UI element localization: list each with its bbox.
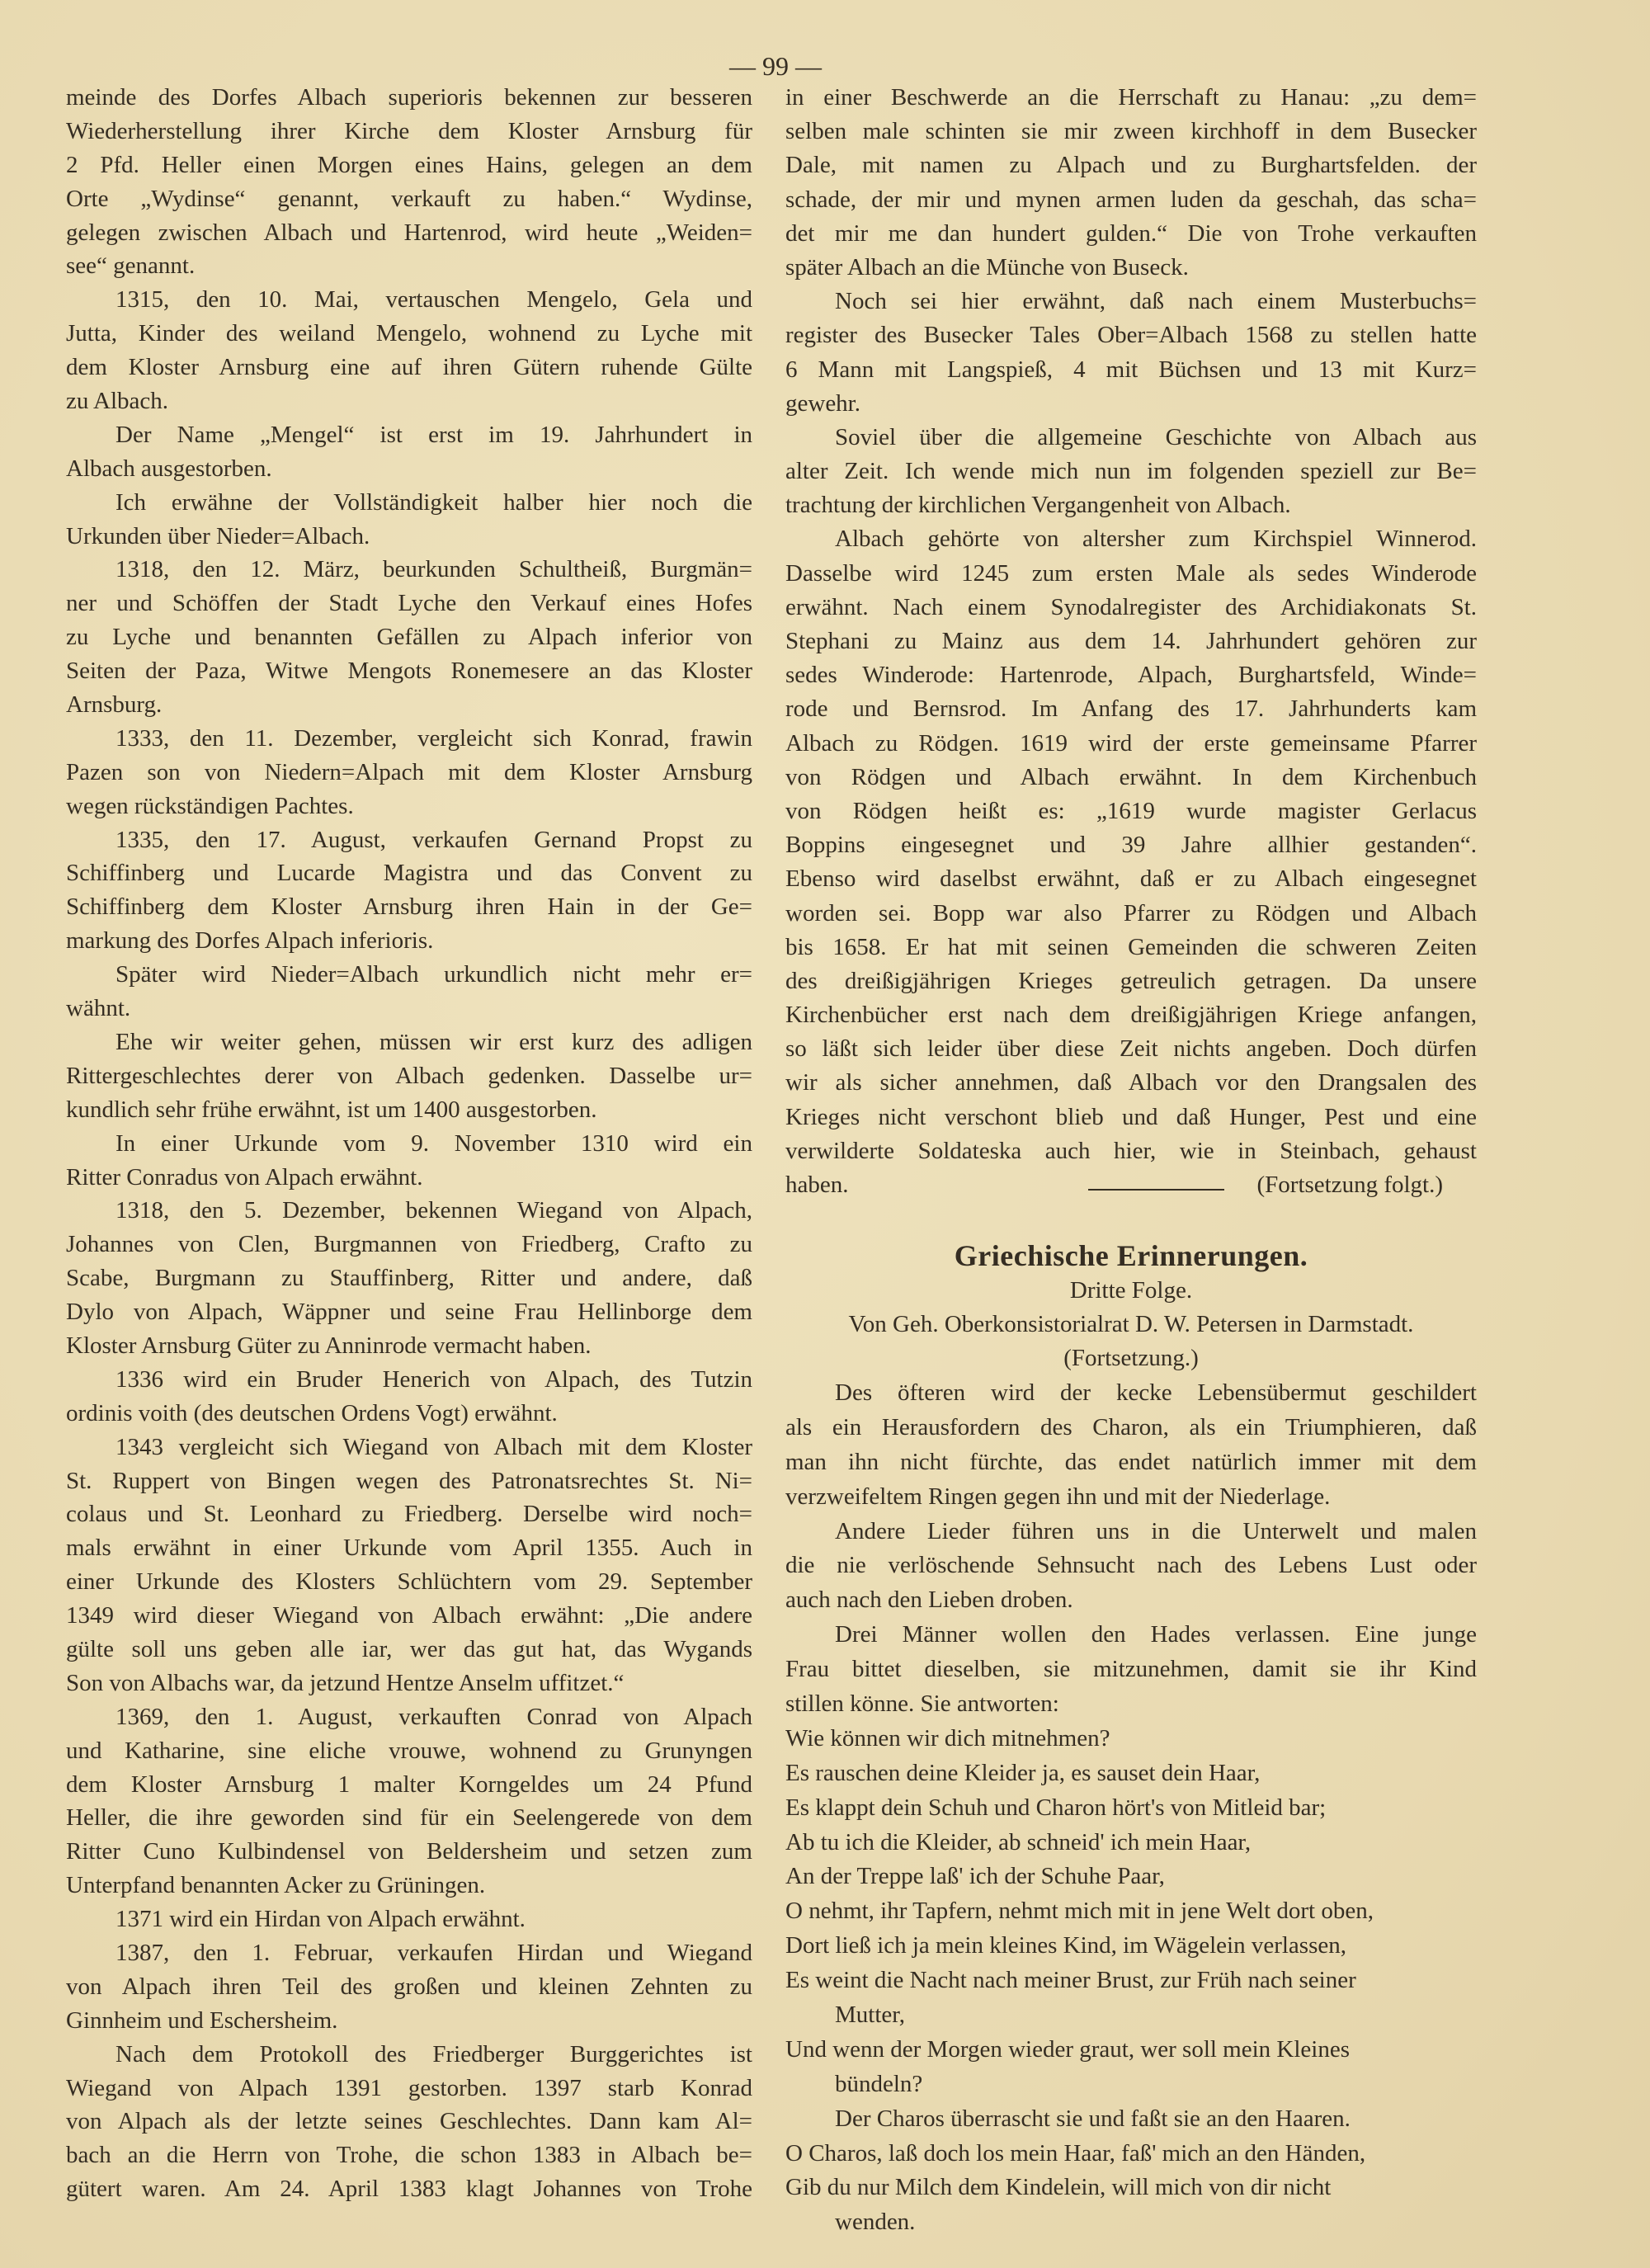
verse-line: An der Treppe laß' ich der Schuhe Paar, xyxy=(785,1863,1165,1890)
text-line: mals erwähnt in einer Urkunde vom April 1355. Auch in xyxy=(66,1535,752,1562)
text-line: 1333, den 11. Dezember, vergleicht sich Konrad, frawin xyxy=(116,724,752,752)
text-line: 1349 wird dieser Wiegand von Albach erwähnt: „Die andere xyxy=(66,1602,752,1629)
text-line: schade, der mir und mynen armen luden da geschah, das scha= xyxy=(785,186,1477,213)
text-line: 1343 vergleicht sich Wiegand von Albach mit dem Kloster xyxy=(116,1433,752,1460)
text-line: gelegen zwischen Albach und Hartenrod, wird heute „Weiden= xyxy=(66,219,752,246)
text-line: man ihn nicht fürchte, das endet natürlich immer mit dem xyxy=(785,1448,1477,1475)
text-line: 1318, den 12. März, beurkunden Schultheiß, Burgmän= xyxy=(116,556,752,583)
text-line: Krieges nicht verschont blieb und daß Hunger, Pest und eine xyxy=(785,1103,1477,1130)
continuation-note: (Fortsetzung folgt.) xyxy=(1256,1172,1444,1198)
text-line: Albach gehörte von altersher zum Kirchspiel Winnerod. xyxy=(835,526,1477,553)
text-line: Dale, mit namen zu Alpach und zu Burghartsfelden. der xyxy=(785,152,1477,179)
text-line: Noch sei hier erwähnt, daß nach einem Musterbuchs= xyxy=(835,288,1477,315)
text-line: Arnsburg. xyxy=(66,691,163,719)
text-line: Pazen son von Niedern=Alpach mit dem Kloster Arnsburg xyxy=(66,758,752,785)
text-line: einer Urkunde des Klosters Schlüchtern vom 29. September xyxy=(66,1568,752,1596)
text-line: rode und Bernsrod. Im Anfang des 17. Jahrhunderts kam xyxy=(785,695,1477,723)
text-line: von Alpach als der letzte seines Geschlechtes. Dann kam Al= xyxy=(66,2108,752,2135)
text-line: register des Busecker Tales Ober=Albach 1568 zu stellen hatte xyxy=(785,322,1477,349)
text-line: alter Zeit. Ich wende mich nun im folgenden speziell zur Be= xyxy=(785,458,1477,485)
text-line: auch nach den Lieben droben. xyxy=(785,1587,1073,1614)
text-line: Ich erwähne der Vollständigkeit halber hier noch die xyxy=(116,488,752,516)
text-line: 1371 wird ein Hirdan von Alpach erwähnt. xyxy=(116,1906,526,1933)
verse-line: Gib du nur Milch dem Kindelein, will mich von dir nicht xyxy=(785,2174,1332,2201)
left-column xyxy=(66,81,752,2206)
text-line: von Rödgen und Albach erwähnt. In dem Kirchenbuch xyxy=(785,763,1477,790)
text-line: Heller, die ihre geworden sind für ein Seelengerede von dem xyxy=(66,1804,752,1832)
text-line: wir als sicher annehmen, daß Albach vor den Drangsalen des xyxy=(785,1069,1477,1096)
text-line: ner und Schöffen der Stadt Lyche den Verkauf eines Hofes xyxy=(66,590,752,617)
text-line: see“ genannt. xyxy=(66,252,196,280)
text-line: selben male schinten sie mir zween kirchhoff in dem Busecker xyxy=(785,118,1477,145)
text-line: zu Lyche und benannten Gefällen zu Alpach inferior von xyxy=(66,624,752,651)
verse-line: Es weint die Nacht nach meiner Brust, zur Früh nach seiner xyxy=(785,1967,1356,1994)
article-title: Griechische Erinnerungen. xyxy=(954,1239,1308,1272)
text-line: gütert waren. Am 24. April 1383 klagt Johannes von Trohe xyxy=(66,2176,752,2203)
text-line: verwilderte Soldateska auch hier, wie in Steinbach, gehaust xyxy=(785,1137,1477,1164)
text-line: Scabe, Burgmann zu Stauffinberg, Ritter und andere, daß xyxy=(66,1265,752,1292)
text-line: dem Kloster Arnsburg 1 malter Korngeldes um 24 Pfund xyxy=(66,1771,752,1798)
article-note: (Fortsetzung.) xyxy=(1063,1345,1199,1371)
text-line: in einer Beschwerde an die Herrschaft zu Hanau: „zu dem= xyxy=(785,84,1477,111)
text-line: als ein Herausfordern des Charon, als ein Triumphieren, daß xyxy=(785,1413,1477,1440)
text-line: Schiffinberg dem Kloster Arnsburg ihren Hain in der Ge= xyxy=(66,894,752,921)
text-line: 1315, den 10. Mai, vertauschen Mengelo, Gela und xyxy=(116,286,752,314)
text-line: von Rödgen heißt es: „1619 wurde magister Gerlacus xyxy=(785,797,1477,824)
verse-line: Wie können wir dich mitnehmen? xyxy=(785,1724,1110,1752)
verse-line: wenden. xyxy=(835,2209,916,2236)
text-line: und Katharine, sine eliche vrouwe, wohnend zu Grunyngen xyxy=(66,1737,752,1764)
text-line: sedes Winderode: Hartenrode, Alpach, Burghartsfeld, Winde= xyxy=(785,662,1477,689)
text-line: Soviel über die allgemeine Geschichte von Albach aus xyxy=(835,423,1477,450)
text-line: markung des Dorfes Alpach inferioris. xyxy=(66,927,434,955)
text-line: Andere Lieder führen uns in die Unterwelt und malen xyxy=(835,1517,1477,1544)
right-column-lines xyxy=(785,81,1477,1168)
verse-line: Mutter, xyxy=(835,2002,906,2029)
text-line: Seiten der Paza, Witwe Mengots Ronemesere an das Kloster xyxy=(66,658,752,685)
text-line: 6 Mann mit Langspieß, 4 mit Büchsen und 13 mit Kurz= xyxy=(785,356,1477,383)
text-line: Urkunden über Nieder=Albach. xyxy=(66,522,370,549)
verse-line: Dort ließ ich ja mein kleines Kind, im Wägelein verlassen, xyxy=(785,1932,1346,1959)
text-line: dem Kloster Arnsburg eine auf ihren Gütern ruhende Gülte xyxy=(66,354,752,381)
text-line: 1369, den 1. August, verkauften Conrad von Alpach xyxy=(116,1703,752,1730)
text-line: Kloster Arnsburg Güter zu Anninrode vermacht haben. xyxy=(66,1332,592,1359)
text-line: so läßt sich leider über diese Zeit nichts angeben. Doch dürfen xyxy=(785,1035,1477,1063)
text-line: Jutta, Kinder des weiland Mengelo, wohnend zu Lyche mit xyxy=(66,320,752,347)
page-number: — 99 — xyxy=(729,51,822,81)
text-line: Ritter Conradus von Alpach erwähnt. xyxy=(66,1163,423,1191)
text-line: kundlich sehr frühe erwähnt, ist um 1400 ausgestorben. xyxy=(66,1096,597,1123)
text-line: St. Ruppert von Bingen wegen des Patronatsrechtes St. Ni= xyxy=(66,1467,752,1494)
text-line: Drei Männer wollen den Hades verlassen. Eine junge xyxy=(835,1621,1477,1648)
text-line: bis 1658. Er hat mit seinen Gemeinden die schweren Zeiten xyxy=(785,933,1477,960)
text-line: später Albach an die Münche von Buseck. xyxy=(785,253,1189,281)
text-line: 1387, den 1. Februar, verkaufen Hirdan und Wiegand xyxy=(116,1939,752,1966)
text-line: Ritter Cuno Kulbindensel von Beldersheim und setzen zum xyxy=(66,1838,752,1865)
article-subtitle: Dritte Folge. xyxy=(1069,1277,1193,1304)
text-line: die nie verlöschende Sehnsucht nach des Lebens Lust oder xyxy=(785,1552,1477,1579)
text-line: Albach ausgestorben. xyxy=(66,455,272,482)
text-line: Schiffinberg und Lucarde Magistra und das Convent zu xyxy=(66,860,752,887)
text-line: Des öfteren wird der kecke Lebensübermut geschildert xyxy=(835,1379,1477,1406)
text-line: Nach dem Protokoll des Friedberger Burggerichtes ist xyxy=(116,2040,752,2068)
text-line: Kirchenbücher erst nach dem dreißigjährigen Kriege anfangen, xyxy=(785,1002,1477,1029)
text-line: Dylo von Alpach, Wäppner und seine Frau Hellinborge dem xyxy=(66,1299,752,1326)
text-line: Son von Albachs war, da jetzund Hentze Anselm uffitzet.“ xyxy=(66,1669,625,1696)
text-line: Frau bittet dieselben, sie mitzunehmen, damit sie ihr Kind xyxy=(785,1656,1477,1683)
text-line: trachtung der kirchlichen Vergangenheit von Albach. xyxy=(785,492,1291,519)
article-author: Von Geh. Oberkonsistorialrat D. W. Petersen in Darmstadt. xyxy=(848,1311,1414,1337)
text-line: Ehe wir weiter gehen, müssen wir erst kurz des adligen xyxy=(116,1028,752,1055)
text-line: 1335, den 17. August, verkaufen Gernand Propst zu xyxy=(116,826,752,853)
text-line: Albach zu Rödgen. 1619 wird der erste gemeinsame Pfarrer xyxy=(785,729,1477,757)
text-line: worden sei. Bopp war also Pfarrer zu Rödgen und Albach xyxy=(785,899,1477,927)
text-line: gewehr. xyxy=(785,389,860,417)
text-line: 2 Pfd. Heller einen Morgen eines Hains, gelegen an dem xyxy=(66,151,752,178)
verse-line: Ab tu ich die Kleider, ab schneid' ich mein Haar, xyxy=(785,1828,1252,1855)
text-line: Wiegand von Alpach 1391 gestorben. 1397 starb Konrad xyxy=(66,2074,752,2101)
text-line: Der Name „Mengel“ ist erst im 19. Jahrhundert in xyxy=(116,421,752,448)
text-line: gülte soll uns geben alle iar, wer das gut hat, das Wygands xyxy=(66,1635,752,1662)
text-line: Johannes von Clen, Burgmannen von Friedberg, Crafto zu xyxy=(66,1231,752,1258)
text-line: Boppins eingesegnet und 39 Jahre allhier gestanden“. xyxy=(785,832,1477,859)
text-line: bach an die Herrn von Trohe, die schon 1383 in Albach be= xyxy=(66,2142,752,2169)
text-line: Ebenso wird daselbst erwähnt, daß er zu Albach eingesegnet xyxy=(785,865,1477,893)
section-divider xyxy=(1088,1189,1224,1191)
text-line: erwähnt. Nach einem Synodalregister des Archidiakonats St. xyxy=(785,593,1477,620)
verse-line: Und wenn der Morgen wieder graut, wer soll mein Kleines xyxy=(785,2035,1351,2063)
article-header xyxy=(785,1238,1477,1375)
verse-line: bündeln? xyxy=(835,2070,923,2097)
section-end-text: haben. xyxy=(785,1172,849,1198)
text-line: wähnt. xyxy=(66,995,131,1022)
text-line: Später wird Nieder=Albach urkundlich nicht mehr er= xyxy=(116,961,752,988)
verse-line: O nehmt, ihr Tapfern, nehmt mich mit in jene Welt dort oben, xyxy=(785,1898,1374,1925)
text-line: verzweifeltem Ringen gegen ihn und mit der Niederlage. xyxy=(785,1483,1331,1510)
text-line: In einer Urkunde vom 9. November 1310 wird ein xyxy=(116,1129,752,1157)
text-line: ordinis voith (des deutschen Ordens Vogt) erwähnt. xyxy=(66,1399,558,1426)
article-body xyxy=(785,1376,1477,2240)
text-line: Orte „Wydinse“ genannt, verkauft zu haben.“ Wydinse, xyxy=(66,185,752,212)
text-line: Unterpfand benannten Acker zu Grüningen. xyxy=(66,1872,486,1899)
verse-line: Es klappt dein Schuh und Charon hört's von Mitleid bar; xyxy=(785,1794,1327,1821)
text-line: von Alpach ihren Teil des großen und kleinen Zehnten zu xyxy=(66,1973,752,2000)
section-end-row xyxy=(785,1168,1477,1202)
text-line: colaus und St. Leonhard zu Friedberg. Derselbe wird noch= xyxy=(66,1501,752,1528)
verse-line: Es rauschen deine Kleider ja, es sauset dein Haar, xyxy=(785,1759,1261,1786)
text-line: det mir me dan hundert gulden.“ Die von Trohe verkauften xyxy=(785,219,1477,247)
text-line: Stephani zu Mainz aus dem 14. Jahrhundert gehören zur xyxy=(785,628,1477,654)
text-line: Wiederherstellung ihrer Kirche dem Kloster Arnsburg für xyxy=(66,117,752,144)
text-line: Ginnheim und Eschersheim. xyxy=(66,2006,338,2034)
text-line: Rittergeschlechtes derer von Albach gedenken. Dasselbe ur= xyxy=(66,1062,752,1089)
text-line: zu Albach. xyxy=(66,388,169,415)
verse-line: O Charos, laß doch los mein Haar, faß' mich an den Händen, xyxy=(785,2139,1366,2167)
text-line: Dasselbe wird 1245 zum ersten Male als sedes Winderode xyxy=(785,559,1477,587)
text-line: 1318, den 5. Dezember, bekennen Wiegand von Alpach, xyxy=(116,1197,752,1224)
text-line: meinde des Dorfes Albach superioris bekennen zur besseren xyxy=(66,84,752,111)
right-column xyxy=(785,81,1477,1202)
text-line: des dreißigjährigen Krieges getreulich getragen. Da unsere xyxy=(785,967,1477,994)
text-line: wegen rückständigen Pachtes. xyxy=(66,792,354,819)
text-line: Der Charos überrascht sie und faßt sie an den Haaren. xyxy=(835,2105,1351,2132)
text-line: 1336 wird ein Bruder Henerich von Alpach, des Tutzin xyxy=(116,1365,752,1393)
text-line: stillen könne. Sie antworten: xyxy=(785,1690,1059,1718)
